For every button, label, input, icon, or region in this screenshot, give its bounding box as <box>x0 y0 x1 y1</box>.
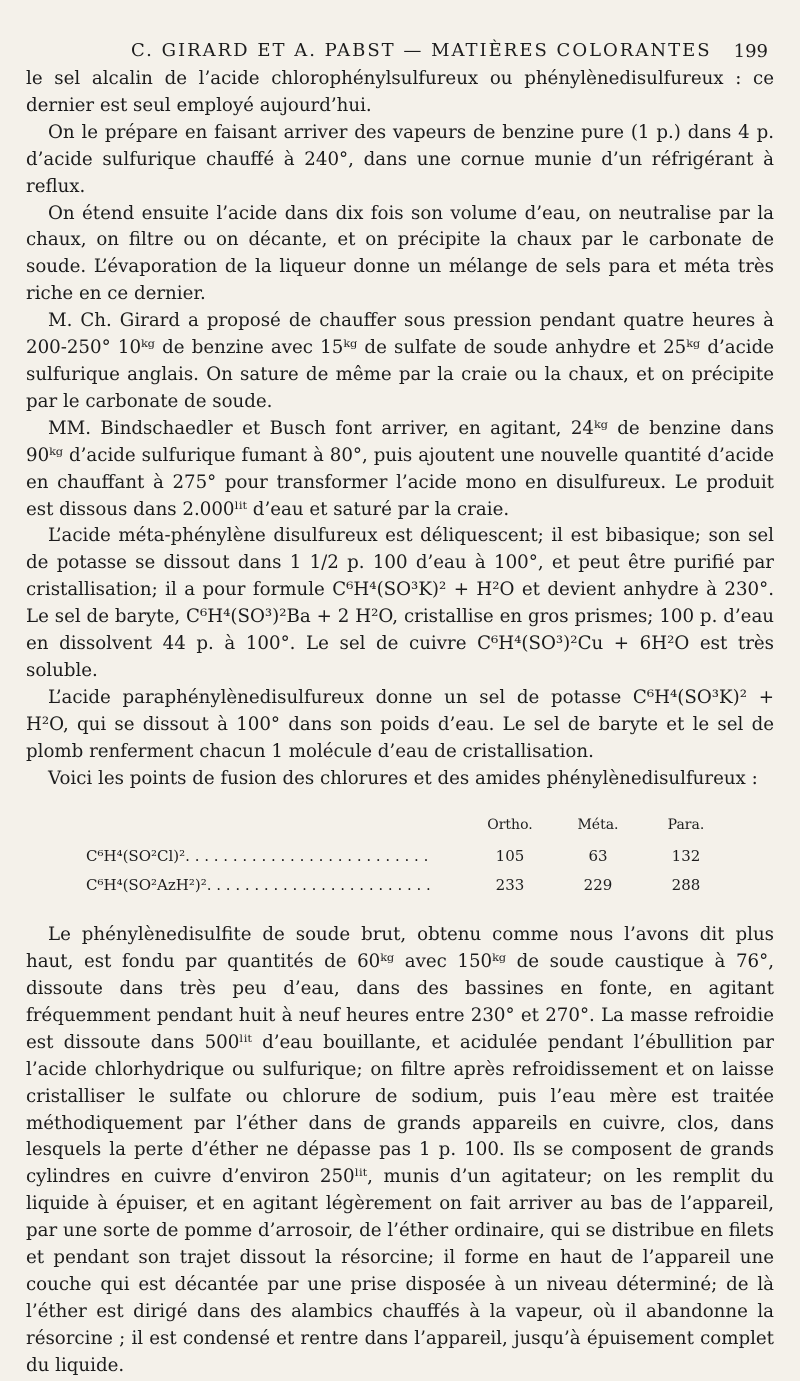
column-header-ortho: Ortho. <box>487 817 533 834</box>
table-header-blank <box>86 812 466 842</box>
paragraph: Voici les points de fusion des chlorures et des amides phénylènedisulfureux : <box>48 767 758 789</box>
paragraph: L’acide méta-phénylène disulfureux est déliquescent; il est bibasique; son sel de potasse se dissout dans 1 1/2 p. 100 d’eau à 100°, et peut être purifié par cristallisation; il a pour formule C⁶H⁴(SO³K)² + H²O et devient anhydre à 230°. Le sel de baryte, C⁶H⁴(SO³)²Ba + 2 H²O, cristallise en gros prismes; 100 p. d’eau en dissolvent 44 p. à 100°. Le sel de cuivre C⁶H⁴(SO³)²Cu + 6H²O est très soluble. <box>26 525 774 681</box>
book-page <box>26 36 774 1380</box>
melting-points-table <box>86 812 730 900</box>
running-title: C. GIRARD ET A. PABST — MATIÈRES COLORANTES <box>131 40 712 61</box>
paragraph: MM. Bindschaedler et Busch font arriver, en agitant, 24ᵏᵍ de benzine dans 90ᵏᵍ d’acide sulfurique fumant à 80°, puis ajoutent une nouvelle quantité d’acide en chauffant à 275° pour transformer l’acide mono en disulfureux. Le produit est dissous dans 2.000ˡⁱᵗ d’eau et saturé par la craie. <box>26 417 774 520</box>
paragraph: L’acide paraphénylènedisulfureux donne un sel de potasse C⁶H⁴(SO³K)² + H²O, qui se dissout à 100° dans son poids d’eau. Le sel de baryte et le sel de plomb renferment chacun 1 molécule d’eau de cristallisation. <box>26 686 774 762</box>
meta-cell: 229 <box>583 876 613 895</box>
compound-cell: C⁶H⁴(SO²Cl)². . . . . . . . . . . . . . . . . . . . . . . . . . <box>86 847 429 866</box>
table-header-row <box>86 812 730 842</box>
ortho-cell: 105 <box>495 847 525 866</box>
page-body <box>26 66 774 1380</box>
para-cell: 132 <box>671 847 701 866</box>
paragraph: M. Ch. Girard a proposé de chauffer sous pression pendant quatre heures à 200-250° 10ᵏᵍ de benzine avec 15ᵏᵍ de sulfate de soude anhydre et 25ᵏᵍ d’acide sulfurique anglais. On sature de même par la craie ou la chaux, et on précipite par le carbonate de soude. <box>26 310 774 412</box>
paragraph: Le phénylènedisulfite de soude brut, obtenu comme nous l’avons dit plus haut, est fondu par quantités de 60ᵏᵍ avec 150ᵏᵍ de soude caustique à 76°, dissoute dans très peu d’eau, dans des bassines en fonte, en agitant fréquemment pendant huit à neuf heures entre 230° et 270°. La masse refroidie est dissoute dans 500ˡⁱᵗ d’eau bouillante, et acidulée pendant l’ébullition par l’acide chlorhydrique ou sulfurique; on filtre après refroidissement et on laisse cristalliser le sulfate ou chlorure de sodium, puis l’eau mère est traitée méthodiquement par l’éther dans de grands appareils en cuivre, clos, dans lesquels la perte d’éther ne dépasse pas 1 p. 100. Ils se composent de grands cylindres en cuivre d’environ 250ˡⁱᵗ, munis d’un agitateur; on les remplit du liquide à épuiser, et en agitant légèrement on fait arriver au bas de l’appareil, par une sorte de pomme d’arrosoir, de l’éther ordinaire, qui se distribue en filets et pendant son trajet dissout la résorcine; il forme en haut de l’appareil une couche qui est décantée par une prise disposée à un niveau déterminé; de là l’éther est dirigé dans des alambics chauffés à la vapeur, où il abandonne la résorcine ; il est condensé et rentre dans l’appareil, jusqu’à épuisement complet du liquide. <box>26 924 774 1376</box>
compound-cell: C⁶H⁴(SO²AzH²)². . . . . . . . . . . . . . . . . . . . . . . . <box>86 876 431 895</box>
paragraph: On étend ensuite l’acide dans dix fois son volume d’eau, on neutralise par la chaux, on filtre ou on décante, et on précipite la chaux par le carbonate de soude. L’évaporation de la liqueur donne un mélange de sels para et méta très riche en ce dernier. <box>26 202 774 305</box>
meta-cell: 63 <box>588 847 608 866</box>
paragraph: le sel alcalin de l’acide chlorophénylsulfureux ou phénylènedisulfureux : ce dernier est seul employé aujourd’hui. <box>26 68 774 116</box>
column-header-meta: Méta. <box>577 817 619 834</box>
table-row <box>86 842 730 871</box>
table-row <box>86 871 730 900</box>
page-header <box>26 36 774 66</box>
page-number: 199 <box>733 41 768 62</box>
ortho-cell: 233 <box>495 876 525 895</box>
column-header-para: Para. <box>667 817 705 834</box>
paragraph: On le prépare en faisant arriver des vapeurs de benzine pure (1 p.) dans 4 p. d’acide sulfurique chauffé à 240°, dans une cornue munie d’un réfrigérant à reflux. <box>26 121 774 197</box>
para-cell: 288 <box>671 876 701 895</box>
